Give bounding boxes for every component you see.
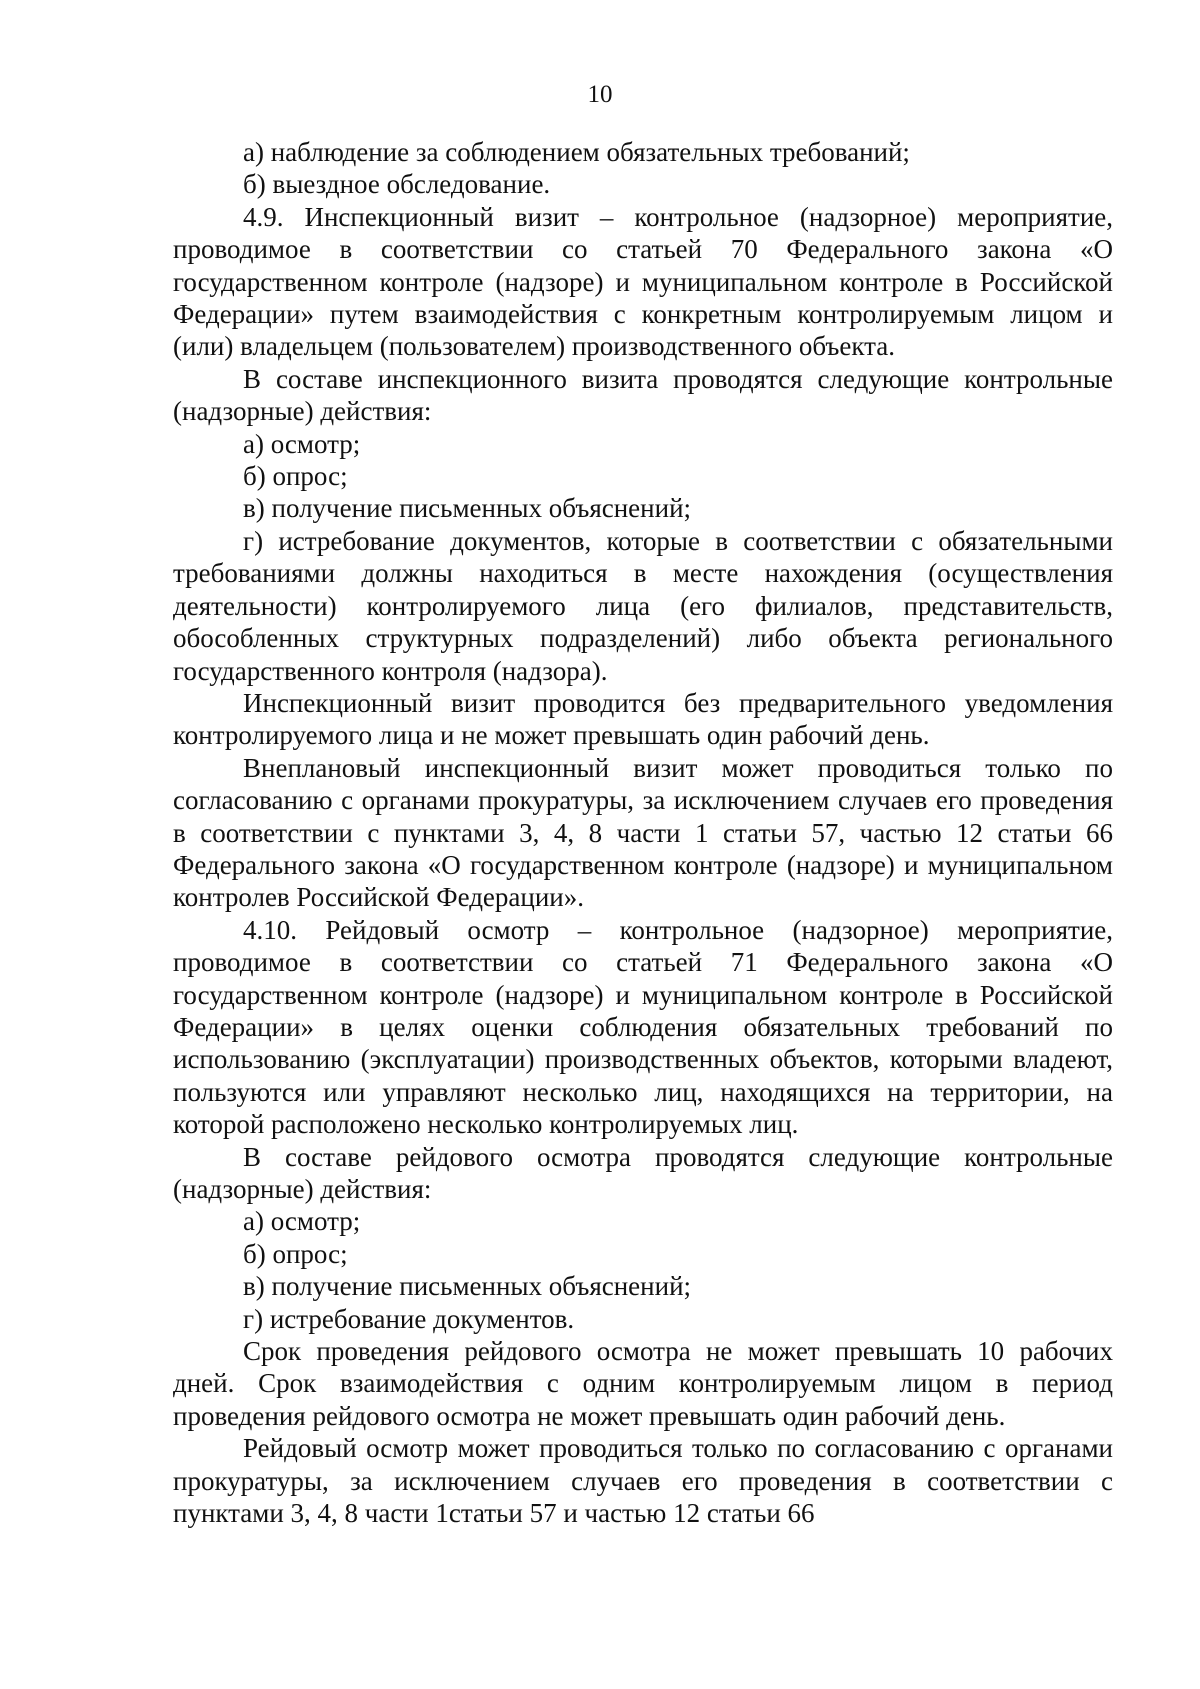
paragraph-inspection-visit-actions: В составе инспекционного визита проводятся следующие контрольные (надзорные) действия: <box>173 363 1113 427</box>
paragraph-inspection-visit-no-notice: Инспекционный визит проводится без предварительного уведомления контролируемого лица и не может превышать один рабочий день. <box>173 687 1113 751</box>
paragraph-raid-item-a-examination: а) осмотр; <box>243 1206 361 1237</box>
paragraph-4-10-raid-inspection: 4.10. Рейдовый осмотр – контрольное (надзорное) мероприятие, проводимое в соответствии со статьей 71 Федерального закона «О государственном контроле (надзоре) и муниципальном контроле в Российской Федерации» в целях оценки соблюдения обязательных требований по использованию (эксплуатации) производственных объектов, которыми владеют, пользуются или управляют несколько лиц, находящихся на территории, на которой расположено несколько контролируемых лиц. <box>173 914 1113 1140</box>
paragraph-item-a-observation: а) наблюдение за соблюдением обязательных требований; <box>243 137 910 167</box>
paragraph-4-9-inspection-visit: 4.9. Инспекционный визит – контрольное (надзорное) мероприятие, проводимое в соответствии со статьей 70 Федерального закона «О государственном контроле (надзоре) и муниципальном контроле в Российской Федерации» путем взаимодействия с конкретным контролируемым лицом и (или) владельцем (пользователем) производственного объекта. <box>173 201 1113 362</box>
paragraph-item-a-examination: а) осмотр; <box>243 428 361 459</box>
paragraph-item-b-field-inspection: б) выездное обследование. <box>243 169 551 200</box>
paragraph-item-b-survey: б) опрос; <box>243 461 348 492</box>
paragraph-raid-item-v-written-explanations: в) получение письменных объяснений; <box>243 1271 692 1302</box>
paragraph-raid-item-g-document-request: г) истребование документов. <box>243 1303 575 1334</box>
paragraph-raid-inspection-actions: В составе рейдового осмотра проводятся следующие контрольные (надзорные) действия: <box>173 1141 1113 1204</box>
document-body <box>173 136 1113 1529</box>
page-number: 10 <box>587 81 613 108</box>
paragraph-raid-approval: Рейдовый осмотр может проводиться только по согласованию с органами прокуратуры, за исключением случаев его проведения в соответствии с пунктами 3, 4, 8 части 1статьи 57 и частью 12 статьи 66 <box>173 1433 1113 1529</box>
paragraph-item-v-written-explanations: в) получение письменных объяснений; <box>243 493 692 524</box>
paragraph-item-g-document-request: г) истребование документов, которые в соответствии с обязательными требованиями должны находиться в месте нахождения (осуществления деятельности) контролируемого лица (его филиалов, представительств, обособленных структурных подразделений) либо объекта регионального государственного контроля (надзора). <box>173 525 1113 686</box>
paragraph-raid-duration: Срок проведения рейдового осмотра не может превышать 10 рабочих дней. Срок взаимодействия с одним контролируемым лицом в период проведения рейдового осмотра не может превышать один рабочий день. <box>173 1336 1113 1431</box>
paragraph-unscheduled-visit: Внеплановый инспекционный визит может проводиться только по согласованию с органами прокуратуры, за исключением случаев его проведения в соответствии с пунктами 3, 4, 8 части 1 статьи 57, частью 12 статьи 66 Федерального закона «О государственном контроле (надзоре) и муниципальном контролев Российской Федерации». <box>173 752 1113 913</box>
paragraph-raid-item-b-survey: б) опрос; <box>243 1238 348 1269</box>
